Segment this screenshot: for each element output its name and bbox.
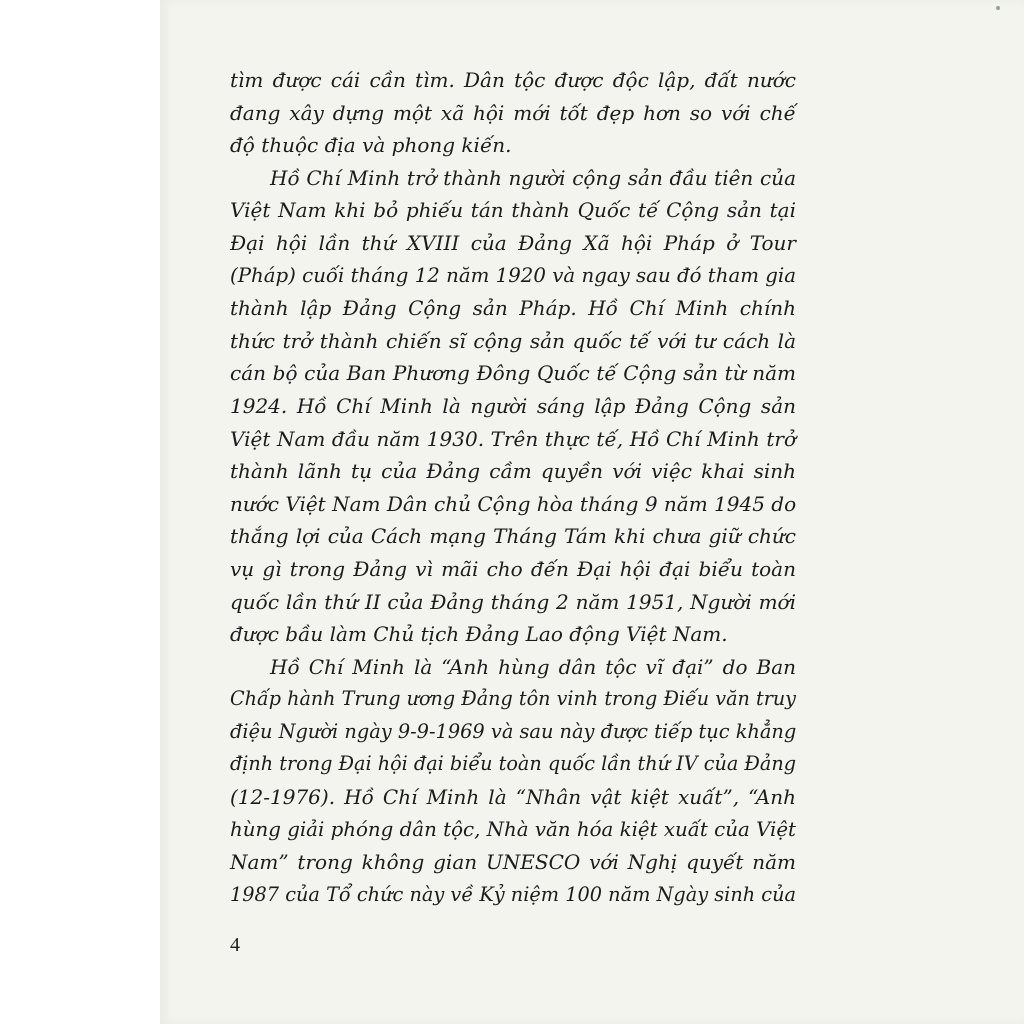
text-line: Hồ Chí Minh là “Anh hùng dân tộc vĩ đại” do Ban xyxy=(270,654,796,679)
text-line: điệu Người ngày 9-9-1969 và sau này được tiếp tục khẳng xyxy=(230,719,797,743)
text-line: thức trở thành chiến sĩ cộng sản quốc tế với tư cách là xyxy=(230,328,796,353)
text-line: vụ gì trong Đảng vì mãi cho đến Đại hội đại biểu toàn xyxy=(230,556,796,581)
paragraph xyxy=(230,651,796,912)
paragraph xyxy=(230,64,796,162)
text-line: Đại hội lần thứ XVIII của Đảng Xã hội Pháp ở Tour xyxy=(230,230,796,255)
text-line: 1924. Hồ Chí Minh là người sáng lập Đảng Cộng sản xyxy=(230,393,796,418)
text-line: Việt Nam khi bỏ phiếu tán thành Quốc tế Cộng sản tại xyxy=(230,198,796,223)
text-line: thắng lợi của Cách mạng Tháng Tám khi chưa giữ chức xyxy=(230,524,796,549)
paper-speck xyxy=(996,6,1000,10)
page-number: 4 xyxy=(230,934,240,956)
text-line: (Pháp) cuối tháng 12 năm 1920 và ngay sau đó tham gia xyxy=(230,263,796,287)
text-line: thành lập Đảng Cộng sản Pháp. Hồ Chí Minh chính xyxy=(230,296,796,321)
text-line: Hồ Chí Minh trở thành người cộng sản đầu tiên của xyxy=(270,165,796,190)
text-line: định trong Đại hội đại biểu toàn quốc lần thứ IV của Đảng xyxy=(230,752,796,776)
text-line: được bầu làm Chủ tịch Đảng Lao động Việt Nam. xyxy=(230,622,728,647)
text-line: tìm được cái cần tìm. Dân tộc được độc lập, đất nước xyxy=(230,68,796,92)
body-text xyxy=(230,64,796,911)
text-line: cán bộ của Ban Phương Đông Quốc tế Cộng sản từ năm xyxy=(230,361,796,386)
text-line: độ thuộc địa và phong kiến. xyxy=(230,133,512,158)
text-line: thành lãnh tụ của Đảng cầm quyền với việc khai sinh xyxy=(230,459,796,484)
text-line: nước Việt Nam Dân chủ Cộng hòa tháng 9 năm 1945 do xyxy=(230,491,797,516)
text-line: 1987 của Tổ chức này về Kỷ niệm 100 năm Ngày sinh của xyxy=(230,882,796,906)
text-line: (12-1976). Hồ Chí Minh là “Nhân vật kiệt xuất”, “Anh xyxy=(230,785,796,810)
text-line: quốc lần thứ II của Đảng tháng 2 năm 1951, Người mới xyxy=(230,589,796,614)
text-line: đang xây dựng một xã hội mới tốt đẹp hơn so với chế xyxy=(230,100,796,125)
text-line: Nam” trong không gian UNESCO với Nghị quyết năm xyxy=(230,850,796,875)
text-line: hùng giải phóng dân tộc, Nhà văn hóa kiệt xuất của Việt xyxy=(230,817,796,841)
paragraph xyxy=(230,162,796,651)
text-line: Việt Nam đầu năm 1930. Trên thực tế, Hồ Chí Minh trở xyxy=(230,426,796,451)
text-line: Chấp hành Trung ương Đảng tôn vinh trong Điếu văn truy xyxy=(230,687,796,711)
